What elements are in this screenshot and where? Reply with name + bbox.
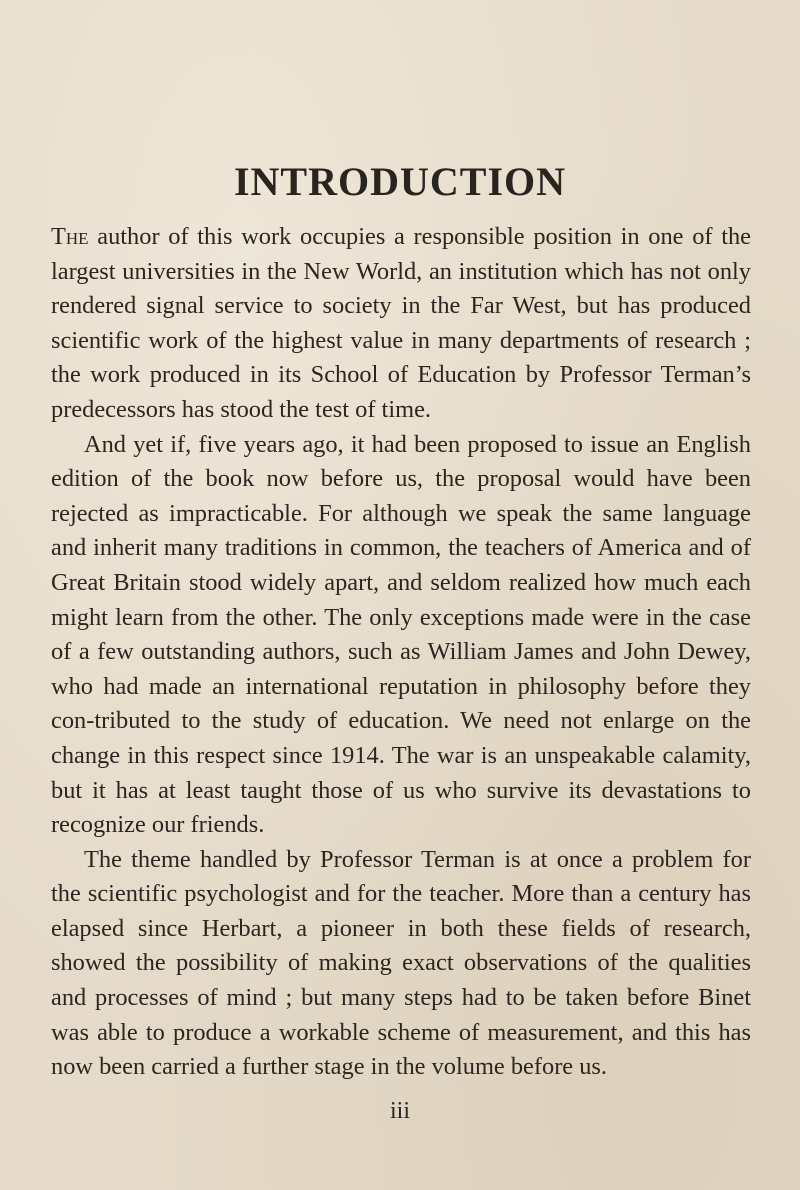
paragraph-1 [51, 220, 751, 428]
paragraph-3: The theme handled by Professor Terman is at once a problem for the scientific psychologist and for the teacher. More than a century has elapsed since Herbart, a pioneer in both these fields of research, showed the possibility of making exact observations of the qualities and processes of mind ; but many steps had to be taken before Binet was able to produce a workable scheme of measurement, and this has now been carried a further stage in the volume before us. [51, 845, 751, 1081]
page-number: iii [389, 1098, 410, 1124]
paragraph-lead-word: The [51, 223, 89, 250]
paragraph-1-text: author of this work occupies a responsible position in one of the largest universities in the New World, an institution which has not only rendered signal service to society in the Far West, but has produced scientific work of the highest value in many departments of research ; the work produced in its School of Education by Professor Terman’s predecessors has stood the test of time. [51, 223, 751, 423]
paragraph-2: And yet if, five years ago, it had been proposed to issue an English edition of the book now before us, the proposal would have been rejected as impracticable. For although we speak the same language and inherit many traditions in common, the teachers of America and of Great Britain stood widely apart, and seldom realized how much each might learn from the other. The only exceptions made were in the case of a few outstanding authors, such as William James and John Dewey, who had made an international reputation in philosophy before they con-tributed to the study of education. We need not enlarge on the change in this respect since 1914. The war is an unspeakable calamity, but it has at least taught those of us who survive its devastations to recognize our friends. [51, 430, 751, 839]
body-text [51, 220, 751, 1085]
page-title: INTRODUCTION [233, 159, 567, 204]
